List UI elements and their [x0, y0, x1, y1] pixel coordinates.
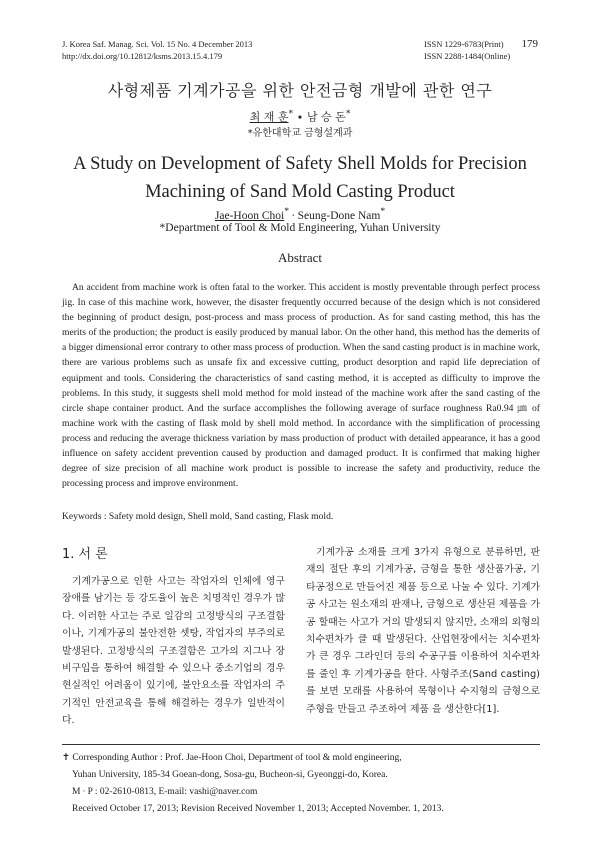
english-first-author-mark: * [284, 206, 289, 217]
english-first-author: Jae-Hoon Choi [214, 209, 285, 222]
korean-second-author-mark: * [345, 108, 351, 119]
english-affiliation: *Department of Tool & Mold Engineering, Yuhan University [159, 222, 441, 234]
issn-print: ISSN 1229-6783(Print) [424, 39, 504, 49]
footnote-line-author: ✝ Corresponding Author : Prof. Jae-Hoon Choi, Department of tool & mold engineering, [62, 753, 402, 763]
english-second-author: Seung-Done Nam [297, 209, 381, 222]
korean-first-author-mark: * [288, 108, 294, 119]
issn-online: ISSN 2288-1484(Online) [424, 51, 511, 61]
journal-citation: J. Korea Saf. Manag. Sci. Vol. 15 No. 4 December 2013 [62, 39, 253, 49]
keywords: Keywords : Safety mold design, Shell mold, Sand casting, Flask mold. [62, 511, 334, 522]
korean-second-author: 남 승 돈 [306, 110, 346, 124]
korean-authors [0, 108, 600, 125]
introduction-right-column: 기계가공 소재를 크게 3가지 유형으로 분류하면, 판재의 절단 후의 기계가공, 금형을 통한 생산품가공, 기타공정으로 만들어진 제품 등으로 나눌 수 있다. 기계가공 사고는 원소재의 판재나, 금형으로 생산된 제품을 가공 할때는 사고가 거의 발생되지 않지만, 소재의 외형의 치수편차가 클 때 발생된다. 산업현장에서는 치수편차가 큰 경우 그라인더 등의 수공구를 이용하여 치수편차를 줄인 후 기계가공을 한다. 사형주조(Sand casting)를 보면 모래를 사용하여 목형이나 수지형의 금형으로 주형을 만들고 주조하여 제품 을 생산한다[1]. [306, 547, 540, 715]
english-title [0, 150, 600, 206]
abstract-text: An accident from machine work is often fatal to the worker. This accident is mostly preventable through perfect process jig. In case of this machine work, however, the disaster frequently occurred because of the design which is not considered the beginning of product design, post-process and mass process of production. As for sand casting method, this has the merits of the production; the product is easily produced by manual labor. On the other hand, this method has the demerits of a bigger dimensional error contrary to other mass process of production. When the sand casting product is in machine work, there are various problems such as unsafe fix and excessive cutting, product desorption and rapid life depreciation of equipment and tools. Considering the characteristics of sand casting method, it is accepted as difficulty to improve the problems. In this study, it suggests shell mold method for mold instead of the machine work after the sand casting of the circle shape container product. And the surface accomplishes the following average of surface roughness Ra0.94 ㎛ of machine work with the casting of flask mold by shell mold method. In accordance with the simplification of processing process and reducing the average thickness variation by mass production of product with detailed appearance, it has a good influence on safety accident prevention caused by production and damaged product. It is confirmed that making higher degree of size precision of all machine work product is possible to increase the safety and productivity, reduce the processing process and improve environment. [62, 282, 540, 490]
issn-block [424, 38, 510, 62]
page-number: 179 [521, 38, 538, 50]
english-second-author-mark: * [380, 206, 386, 217]
abstract-heading: Abstract [277, 250, 323, 265]
footnote-divider [62, 744, 540, 745]
korean-first-author: 최 재 훈 [249, 110, 289, 124]
english-title-line2: Machining of Sand Mold Casting Product [145, 182, 455, 202]
korean-title: 사형제품 기계가공을 위한 안전금형 개발에 관한 연구 [107, 81, 493, 100]
english-authors [0, 206, 600, 222]
korean-affiliation: *유한대학교 금형설계과 [247, 128, 353, 139]
introduction-left-column: 기계가공으로 인한 사고는 작업자의 인체에 영구장애를 남기는 등 강도율이 높은 치명적인 경우가 많다. 이러한 사고는 주로 일감의 고정방식의 구조결함이나, 기계가공의 불안전한 셋탕, 작업자의 부주의로 발생된다. 고정방식의 구조결함은 고가의 지그나 장비구입을 통하여 해결할 수 있으나 중소기업의 경우 현실적인 어려움이 있기에, 불안요소를 작업자의 주기적인 안전교육을 통해 해결하는 경우가 일반적이다. [62, 576, 285, 727]
journal-header [62, 38, 252, 62]
footnote-line-address: Yuhan University, 185-34 Goean-dong, Sosa-gu, Bucheon-si, Gyeonggi-do, Korea. [72, 770, 388, 780]
doi-link[interactable]: http://dx.doi.org/10.12812/ksms.2013.15.4.179 [62, 51, 223, 61]
english-title-line1: A Study on Development of Safety Shell Molds for Precision [73, 154, 527, 174]
author-separator: ∙ [288, 209, 298, 222]
author-separator: ∙ [293, 110, 307, 124]
footnote-line-dates: Received October 17, 2013; Revision Received November 1, 2013; Accepted November. 1, 2013. [72, 804, 444, 814]
corresponding-author-footnote [62, 750, 540, 818]
section-heading-introduction: 1. 서 론 [62, 547, 108, 562]
footnote-line-contact[interactable]: M ∙ P : 02-2610-0813, E-mail: vashi@naver.com [72, 787, 258, 797]
